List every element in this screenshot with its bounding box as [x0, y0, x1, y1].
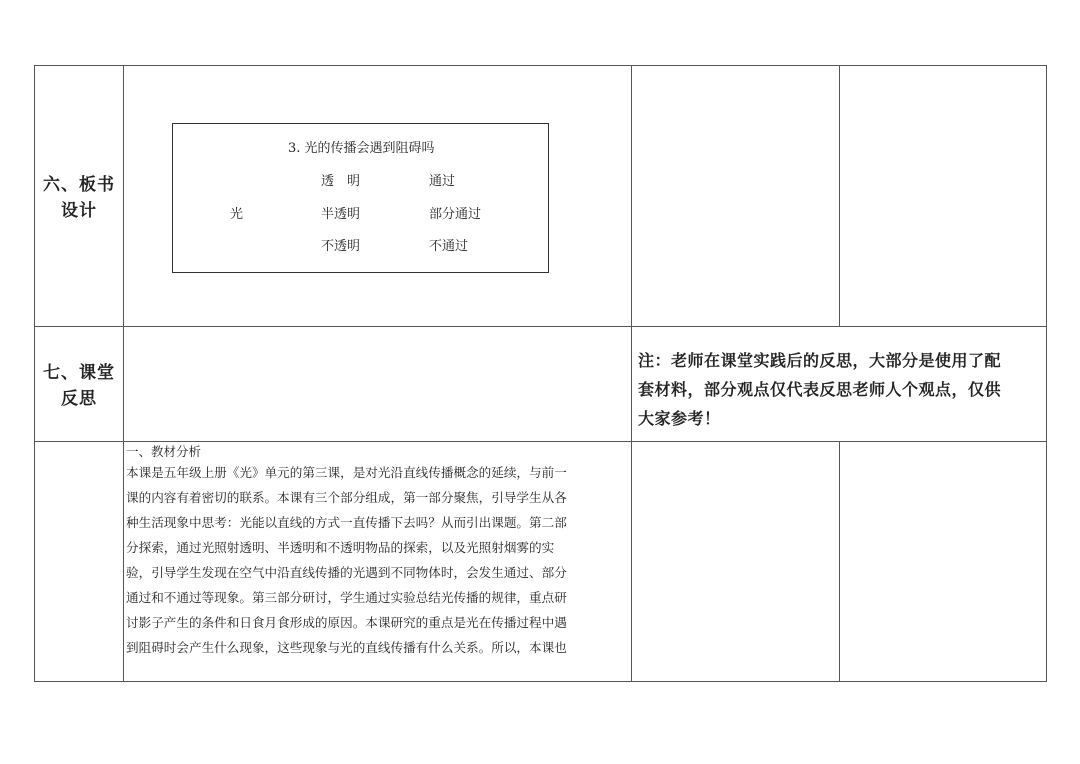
column-divider-2: [631, 65, 632, 682]
column-divider-3a: [839, 65, 840, 327]
board-result-3: 不通过: [429, 239, 469, 254]
board-result-2: 部分通过: [429, 207, 482, 222]
note-line: 注：老师在课堂实践后的反思，大部分是使用了配: [638, 351, 1002, 370]
analysis-heading: 一、教材分析: [126, 444, 202, 459]
section6-label-line1: 六、板书: [43, 175, 115, 195]
reflection-note: [638, 346, 1044, 433]
analysis-line: 种生活现象中思考：光能以直线的方式一直传播下去吗？从而引出课题。第二部: [126, 515, 567, 530]
note-line: 套材料，部分观点仅代表反思老师人个观点，仅供: [638, 380, 1002, 399]
note-line: 大家参考！: [638, 409, 721, 428]
analysis-line: 讨影子产生的条件和日食月食形成的原因。本课研究的重点是光在传播过程中遇: [126, 615, 567, 630]
board-subject: 光: [230, 207, 244, 222]
analysis-line: 验，引导学生发现在空气中沿直线传播的光遇到不同物体时，会发生通过、部分: [126, 565, 567, 580]
column-divider-3b: [839, 441, 840, 682]
analysis-line: 本课是五年级上册《光》单元的第三课，是对光沿直线传播概念的延续，与前一: [126, 465, 567, 480]
table-top-border: [34, 65, 1047, 66]
column-divider-1: [123, 65, 124, 682]
analysis-line: 到阻碍时会产生什么现象，这些现象与光的直线传播有什么关系。所以，本课也: [126, 640, 567, 655]
board-material-2: 半透明: [321, 207, 361, 222]
board-material-3: 不透明: [321, 239, 361, 254]
analysis-line: 通过和不通过等现象。第三部分研讨，学生通过实验总结光传播的规律，重点研: [126, 590, 567, 605]
board-title: 3. 光的传播会遇到阻碍吗: [288, 141, 435, 156]
section7-label: [35, 360, 123, 412]
analysis-line: 分探索，通过光照射透明、半透明和不透明物品的探索，以及光照射烟雾的实: [126, 540, 555, 555]
row-divider-1: [34, 326, 1047, 327]
textbook-analysis: [126, 444, 631, 680]
section6-label-line2: 设计: [61, 201, 97, 221]
board-result-1: 通过: [429, 174, 456, 189]
section7-label-line2: 反思: [61, 389, 97, 409]
row-divider-2: [34, 441, 1047, 442]
table-right-border: [1046, 65, 1047, 682]
analysis-line: 课的内容有着密切的联系。本课有三个部分组成，第一部分聚焦，引导学生从各: [126, 490, 567, 505]
table-bottom-border: [34, 681, 1047, 682]
board-material-1: 透 明: [321, 174, 361, 189]
section6-label: [35, 172, 123, 224]
blackboard-design-box: [172, 123, 549, 273]
section7-label-line1: 七、课堂: [43, 363, 115, 383]
